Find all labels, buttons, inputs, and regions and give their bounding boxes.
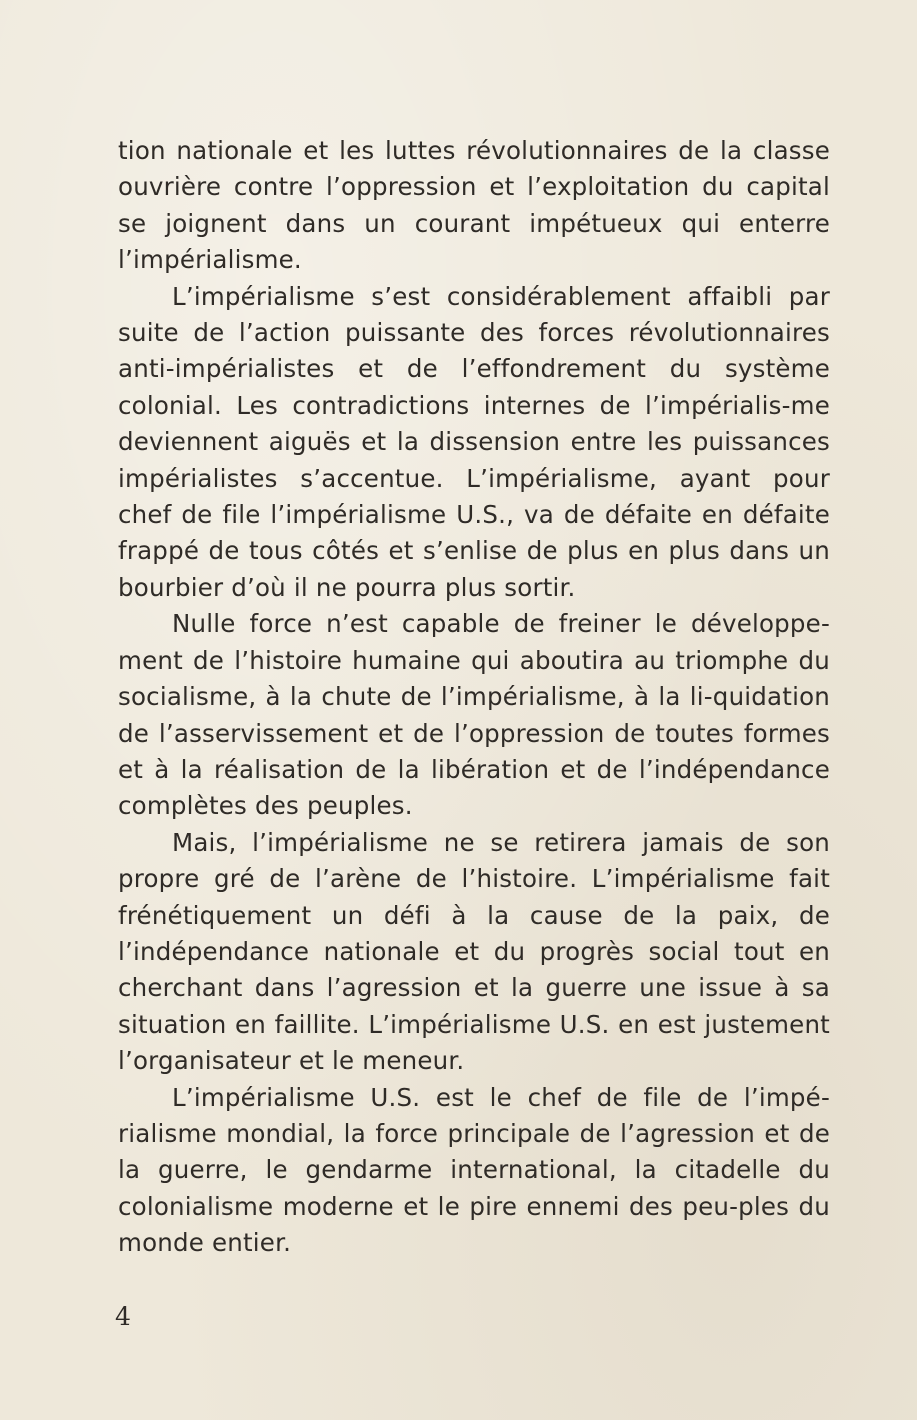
paragraph-3: Nulle force n’est capable de freiner le développe-ment de l’histoire humaine qui aboutira au triomphe du socialisme, à la chute de l’impérialisme, à la li-quidation de l’asservissement et de l’oppression de toutes formes et à la réalisation de la libération et de l’indépendance complètes des peuples. [118, 609, 830, 821]
page-number: 4 [115, 1302, 131, 1331]
paragraph-4: Mais, l’impérialisme ne se retirera jamais de son propre gré de l’arène de l’histoire. L’impérialisme fait frénétiquement un défi à la cause de la paix, de l’indépendance nationale et du progrès social tout en cherchant dans l’agression et la guerre une issue à sa situation en faillite. L’impérialisme U.S. en est justement l’organisateur et le meneur. [118, 827, 830, 1076]
paragraph-1: tion nationale et les luttes révolutionnaires de la classe ouvrière contre l’oppression et l’exploitation du capital se joignent dans un courant impétueux qui enterre l’impérialisme. [118, 136, 830, 275]
body-text [118, 133, 830, 1262]
paragraph-2: L’impérialisme s’est considérablement affaibli par suite de l’action puissante des forces révolutionnaires anti-impérialistes et de l’effondrement du système colonial. Les contradictions internes de l’impérialis-me deviennent aiguës et la dissension entre les puissances impérialistes s’accentue. L’impérialisme, ayant pour chef de file l’impérialisme U.S., va de défaite en défaite frappé de tous côtés et s’enlise de plus en plus dans un bourbier d’où il ne pourra plus sortir. [118, 281, 830, 602]
paragraph-5: L’impérialisme U.S. est le chef de file de l’impé-rialisme mondial, la force principale de l’agression et de la guerre, le gendarme international, la citadelle du colonialisme moderne et le pire ennemi des peu-ples du monde entier. [118, 1082, 830, 1258]
